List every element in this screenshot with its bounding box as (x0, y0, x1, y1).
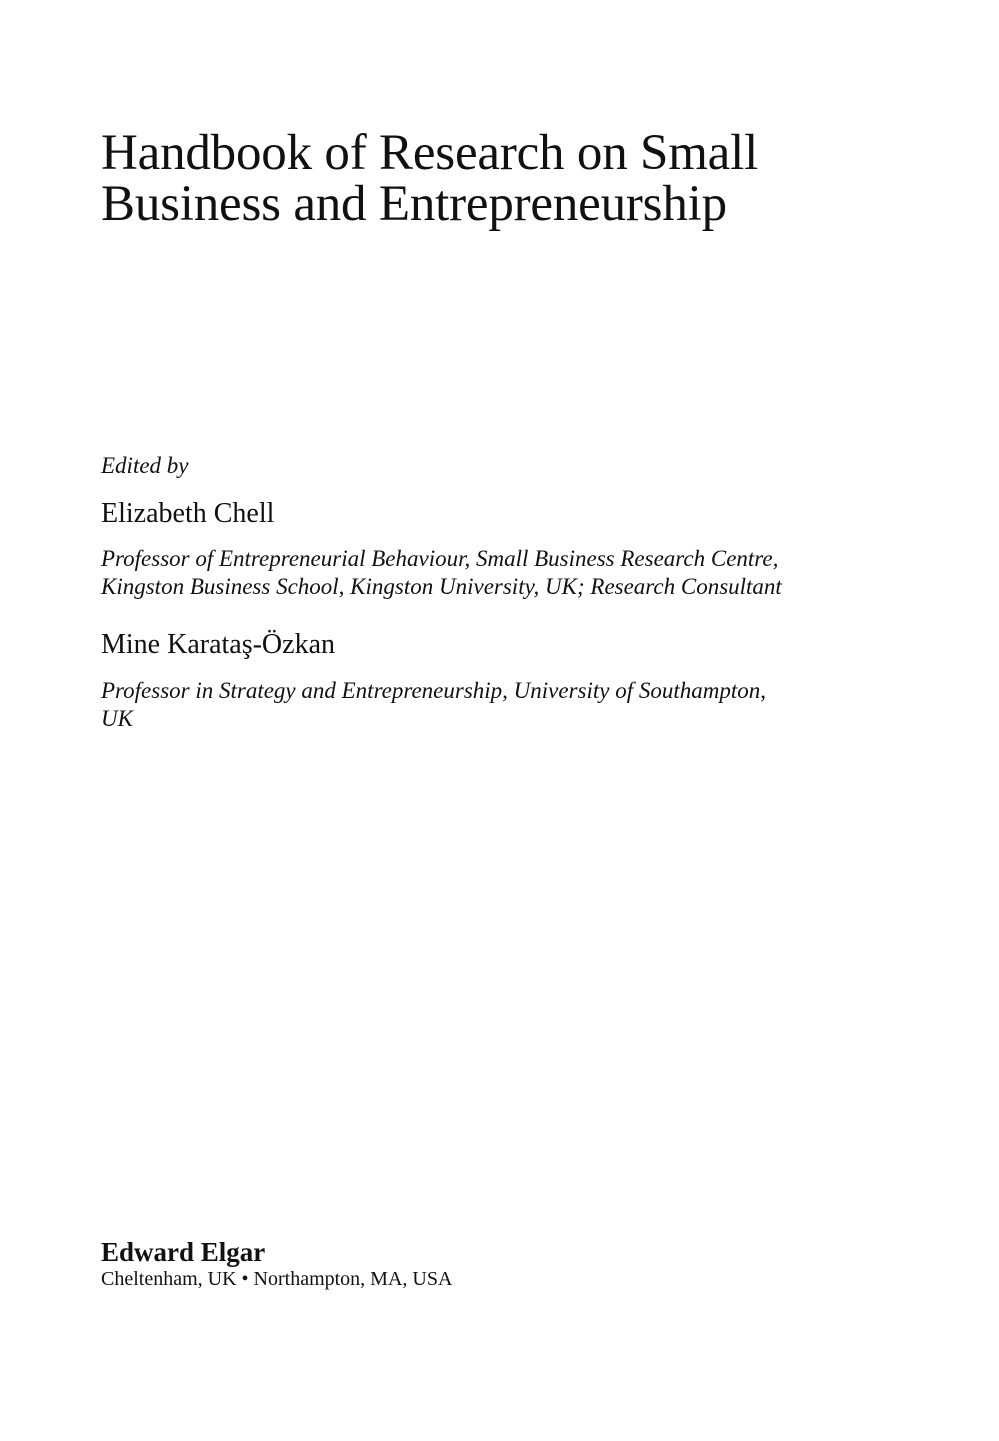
publisher-location: Cheltenham, UK • Northampton, MA, USA (101, 1268, 453, 1290)
editor-affiliation-line: Professor of Entrepreneurial Behaviour, Small Business Research Centre, (101, 546, 779, 571)
book-title (101, 125, 961, 232)
editor-affiliation-line: Professor in Strategy and Entrepreneurship, University of Southampton, (101, 678, 767, 703)
editor-affiliation (101, 545, 881, 601)
publisher-name: Edward Elgar (101, 1237, 266, 1267)
book-title-line-2: Business and Entrepreneurship (101, 176, 727, 232)
editor-name: Mine Karataş-Özkan (101, 629, 336, 660)
editor-affiliation (101, 677, 881, 733)
editor-affiliation-line: Kingston Business School, Kingston University, UK; Research Consultant (101, 574, 782, 599)
editor-name: Elizabeth Chell (101, 498, 275, 529)
edited-by-label: Edited by (101, 453, 189, 478)
editor-affiliation-line: UK (101, 706, 133, 731)
book-title-line-1: Handbook of Research on Small (101, 125, 759, 181)
